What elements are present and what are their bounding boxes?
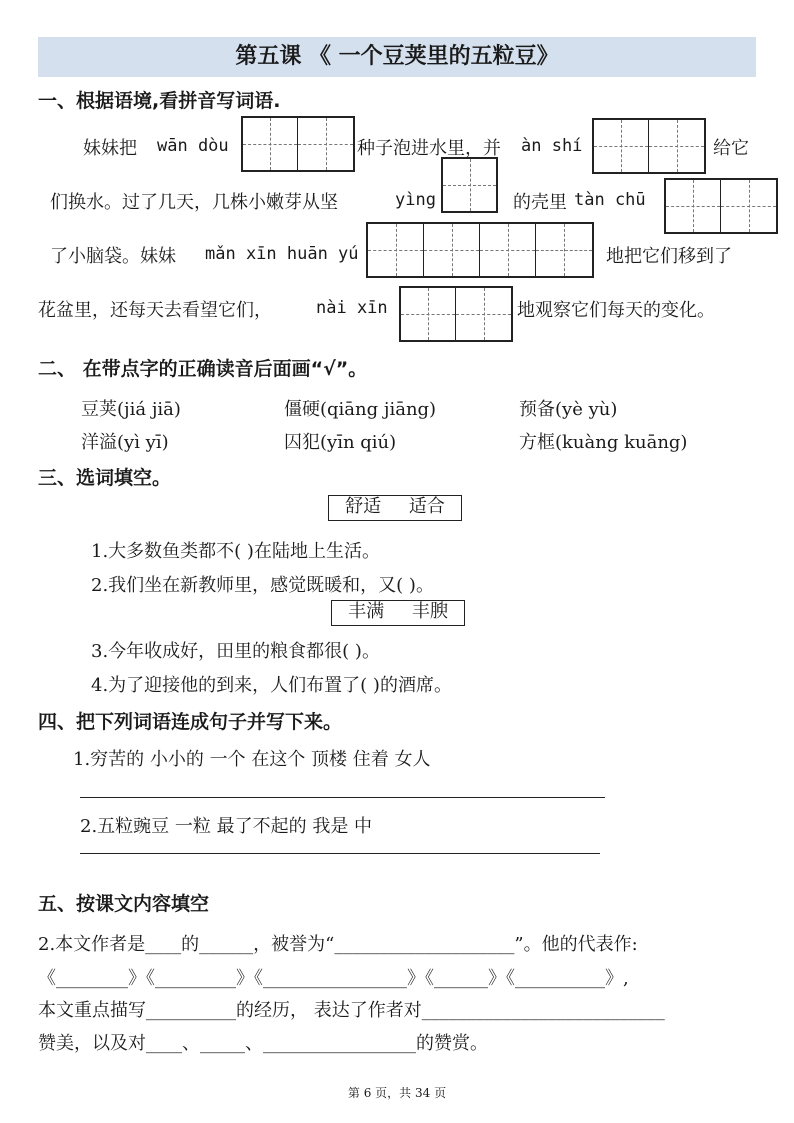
s1-text-2a: 们换水。过了几天，几株小嫩芽从坚 bbox=[50, 192, 338, 213]
pronunciation-item[interactable]: 预备(yè yù) bbox=[519, 399, 618, 420]
fill-line-3: 本文重点描写__________的经历， 表达了作者对___________________________ bbox=[38, 1000, 665, 1021]
answer-line-2[interactable] bbox=[80, 853, 600, 854]
section1-heading: 一、根据语境,看拼音写词语. bbox=[38, 90, 281, 112]
sentence-words-1: 1.穷苦的 小小的 一个 在这个 顶楼 住着 女人 bbox=[73, 749, 431, 770]
pronunciation-item[interactable]: 方框(kuàng kuāng) bbox=[519, 432, 688, 453]
s1-text-1b: 种子泡进水里，并 bbox=[357, 138, 501, 159]
sentence-words-2: 2.五粒豌豆 一粒 最了不起的 我是 中 bbox=[80, 816, 373, 837]
pronunciation-item[interactable]: 囚犯(yīn qiú) bbox=[284, 432, 397, 453]
s1-text-3b: 地把它们移到了 bbox=[606, 246, 732, 267]
section5-heading: 五、按课文内容填空 bbox=[38, 893, 210, 915]
fill-question-4: 4.为了迎接他的到来，人们布置了( )的酒席。 bbox=[91, 675, 452, 696]
pinyin-anshi: àn shí bbox=[521, 136, 583, 156]
fill-line-4: 赞美，以及对____、_____、_________________的赞赏。 bbox=[38, 1033, 488, 1054]
answer-line-1[interactable] bbox=[80, 797, 605, 798]
writing-grid-6[interactable] bbox=[399, 286, 513, 342]
writing-grid-5[interactable] bbox=[366, 222, 594, 278]
s1-text-3a: 了小脑袋。妹妹 bbox=[50, 246, 176, 267]
section2-heading: 二、 在带点字的正确读音后面画“√”。 bbox=[38, 358, 368, 380]
fill-question-1: 1.大多数鱼类都不( )在陆地上生活。 bbox=[91, 541, 380, 562]
s1-text-4a: 花盆里，还每天去看望它们， bbox=[38, 300, 272, 321]
writing-grid-1[interactable] bbox=[241, 116, 355, 172]
s1-text-4b: 地观察它们每天的变化。 bbox=[517, 300, 715, 321]
writing-grid-2[interactable] bbox=[592, 118, 706, 174]
s1-text-1c: 给它 bbox=[713, 138, 749, 159]
word-choice-box-2: 丰满 丰腴 bbox=[331, 600, 465, 626]
pinyin-manxinhuanyu: mǎn xīn huān yú bbox=[205, 244, 359, 264]
pinyin-ying: yìng bbox=[395, 190, 436, 210]
pronunciation-item[interactable]: 僵硬(qiāng jiāng) bbox=[284, 399, 437, 420]
s1-text-1a: 妹妹把 bbox=[83, 138, 137, 159]
s1-text-2b: 的壳里 bbox=[513, 192, 567, 213]
pronunciation-item[interactable]: 洋溢(yì yī) bbox=[81, 432, 169, 453]
fill-line-1: 2.本文作者是____的______，被誉为“____________________”。他的代表作: bbox=[38, 934, 638, 955]
pinyin-tanchu: tàn chū bbox=[574, 190, 646, 210]
section3-heading: 三、选词填空。 bbox=[38, 467, 172, 489]
fill-question-3: 3.今年收成好，田里的粮食都很( )。 bbox=[91, 641, 380, 662]
pinyin-naixin: nài xīn bbox=[316, 298, 388, 318]
page-title: 第五课 《 一个豆荚里的五粒豆》 bbox=[235, 44, 559, 69]
writing-grid-3[interactable] bbox=[441, 157, 498, 213]
fill-line-2: 《________》《_________》《________________》《______》《__________》, bbox=[38, 968, 629, 989]
word-choice-box-1: 舒适 适合 bbox=[328, 495, 462, 521]
section4-heading: 四、把下列词语连成句子并写下来。 bbox=[38, 711, 343, 733]
page-footer: 第 6 页，共 34 页 bbox=[347, 1086, 447, 1100]
pinyin-wandou: wān dòu bbox=[157, 136, 229, 156]
pronunciation-item[interactable]: 豆荚(jiá jiā) bbox=[81, 399, 181, 420]
writing-grid-4[interactable] bbox=[664, 178, 778, 234]
fill-question-2: 2.我们坐在新教师里，感觉既暖和，又( )。 bbox=[91, 575, 434, 596]
